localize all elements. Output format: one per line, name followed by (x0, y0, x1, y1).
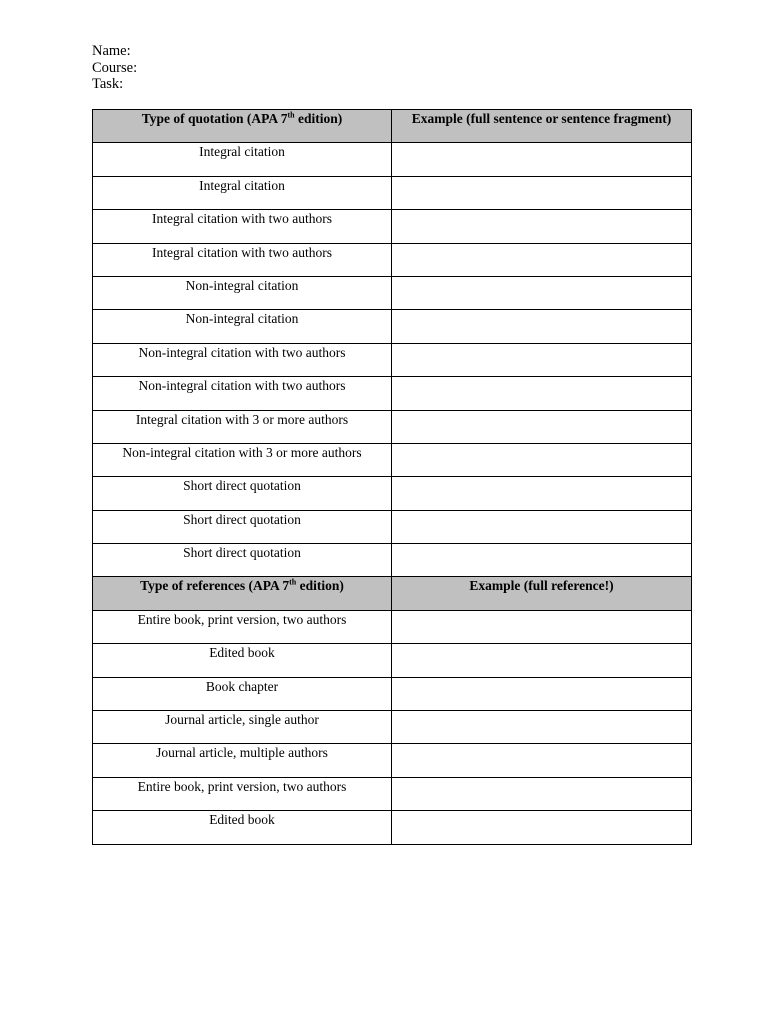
reference-example-header: Example (full reference!) (392, 577, 692, 610)
quotation-row (93, 544, 692, 577)
reference-type-header: Type of references (APA 7th edition) (93, 577, 392, 610)
quotation-row (93, 377, 692, 410)
quotation-row (93, 410, 692, 443)
quotation-row-type-cell: Integral citation (93, 143, 392, 176)
reference-row-example-cell[interactable] (392, 711, 692, 744)
quotation-row-example-cell[interactable] (392, 210, 692, 243)
reference-row-example-cell[interactable] (392, 610, 692, 643)
reference-row-example-cell[interactable] (392, 644, 692, 677)
quotation-row-example-cell[interactable] (392, 310, 692, 343)
quotation-row-type-cell: Non-integral citation (93, 276, 392, 309)
reference-row-type-cell: Edited book (93, 811, 392, 844)
quotation-row-example-cell[interactable] (392, 276, 692, 309)
quotation-row-example-cell[interactable] (392, 544, 692, 577)
quotation-row (93, 176, 692, 209)
quotation-row-type-cell: Short direct quotation (93, 510, 392, 543)
quotation-row-example-cell[interactable] (392, 143, 692, 176)
references-header-row (93, 577, 692, 610)
reference-row-type-cell: Entire book, print version, two authors (93, 610, 392, 643)
reference-row-type-cell: Edited book (93, 644, 392, 677)
quotation-row-type-cell: Integral citation with 3 or more authors (93, 410, 392, 443)
citation-worksheet-table (92, 109, 692, 845)
quotation-row-type-cell: Non-integral citation with two authors (93, 343, 392, 376)
reference-row (93, 711, 692, 744)
quotation-row-example-cell[interactable] (392, 477, 692, 510)
quotation-row-example-cell[interactable] (392, 410, 692, 443)
quotation-row (93, 210, 692, 243)
reference-row-example-cell[interactable] (392, 744, 692, 777)
quotation-header-row (93, 110, 692, 143)
quotation-row-example-cell[interactable] (392, 377, 692, 410)
quotation-row-example-cell[interactable] (392, 243, 692, 276)
quotation-row-example-cell[interactable] (392, 343, 692, 376)
quotation-row-type-cell: Integral citation with two authors (93, 243, 392, 276)
reference-row (93, 610, 692, 643)
quotation-row-type-cell: Non-integral citation with 3 or more authors (93, 443, 392, 476)
name-label: Name: (92, 43, 131, 59)
reference-row-example-cell[interactable] (392, 677, 692, 710)
student-info-fields (92, 43, 137, 93)
reference-row (93, 644, 692, 677)
reference-row-type-cell: Journal article, single author (93, 711, 392, 744)
quotation-row (93, 477, 692, 510)
reference-row-example-cell[interactable] (392, 777, 692, 810)
quotation-row-type-cell: Short direct quotation (93, 477, 392, 510)
reference-row (93, 777, 692, 810)
quotation-row (93, 443, 692, 476)
reference-row (93, 811, 692, 844)
quotation-row (93, 510, 692, 543)
reference-row-example-cell[interactable] (392, 811, 692, 844)
quotation-type-header: Type of quotation (APA 7th edition) (93, 110, 392, 143)
reference-row-type-cell: Book chapter (93, 677, 392, 710)
quotation-row (93, 276, 692, 309)
quotation-row (93, 310, 692, 343)
quotation-row-type-cell: Integral citation (93, 176, 392, 209)
task-label: Task: (92, 76, 124, 92)
quotation-example-header: Example (full sentence or sentence fragment) (392, 110, 692, 143)
quotation-row (93, 343, 692, 376)
course-label: Course: (92, 59, 138, 76)
reference-row (93, 677, 692, 710)
quotation-row (93, 243, 692, 276)
reference-row (93, 744, 692, 777)
quotation-row (93, 143, 692, 176)
quotation-row-example-cell[interactable] (392, 510, 692, 543)
quotation-row-type-cell: Integral citation with two authors (93, 210, 392, 243)
quotation-row-type-cell: Non-integral citation (93, 310, 392, 343)
quotation-row-type-cell: Short direct quotation (93, 544, 392, 577)
reference-row-type-cell: Journal article, multiple authors (93, 744, 392, 777)
quotation-row-example-cell[interactable] (392, 176, 692, 209)
quotation-row-type-cell: Non-integral citation with two authors (93, 377, 392, 410)
quotation-row-example-cell[interactable] (392, 443, 692, 476)
reference-row-type-cell: Entire book, print version, two authors (93, 777, 392, 810)
